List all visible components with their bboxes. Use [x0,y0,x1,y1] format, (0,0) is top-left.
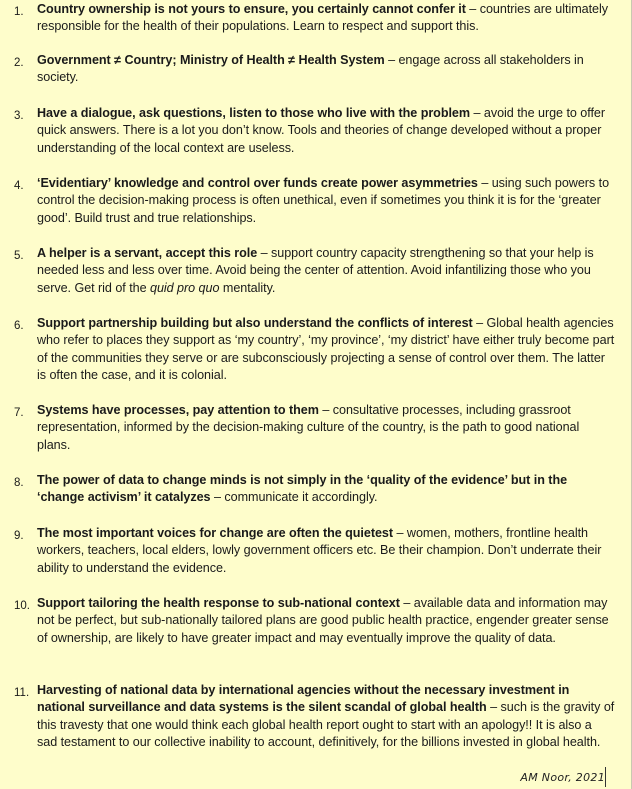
item-text [37,1,615,36]
item-body: – using such powers to control the decision-making process is often unethical, even if sometimes you think it is for the ‘greater good’. Build trust and true relationships. [37,176,610,225]
item-text [37,472,615,507]
item-heading: Country ownership is not yours to ensure, you certainly cannot confer it [37,2,466,16]
item-heading: The most important voices for change are often the quietest [37,526,394,540]
author-signature: AM Noor, 2021 [520,771,605,784]
text-cursor [605,767,606,787]
item-number: 4. [14,180,24,192]
item-heading: A helper is a servant, accept this role [37,246,258,260]
item-text [37,315,615,385]
item-text [37,402,615,454]
item-heading: Systems have processes, pay attention to them [37,403,319,417]
item-body-end: mentality. [219,280,276,295]
item-heading: Harvesting of national data by international agencies without the necessary investment in national surveillance and data systems is the silent scandal of global health [37,683,570,715]
item-heading: Government ≠ Country; Ministry of Health ≠ Health System [37,53,385,67]
item-heading: Have a dialogue, ask questions, listen to those who live with the problem [37,106,471,120]
item-text [37,105,615,157]
item-text [37,682,615,752]
item-number: 10. [14,600,30,612]
item-body: – consultative processes, including grassroot representation, informed by the decision-making culture of the country, is the path to good national plans. [37,403,580,452]
item-number: 5. [14,250,24,262]
item-heading: Support partnership building but also understand the conflicts of interest [37,316,473,330]
item-heading: ‘Evidentiary’ knowledge and control over funds create power asymmetries [37,176,478,190]
item-body: – women, mothers, frontline health workers, teachers, local elders, lowly government officers etc. Be their champion. Don’t underrate their ability to understand the evidence. [37,526,602,575]
item-number: 7. [14,407,24,419]
item-number: 9. [14,530,24,542]
item-text [37,245,615,297]
item-number: 11. [14,687,30,699]
item-italic: quid pro quo [150,280,220,295]
item-body: – available data and information may not be perfect, but sub-nationally tailored plans are good public health practice, engender greater sense of ownership, are likely to have greater impact and may eventually improve the quality of data. [37,596,609,645]
item-heading: The power of data to change minds is not simply in the ‘quality of the evidence’ but in the ‘change activism’ it catalyzes [37,473,568,505]
item-number: 2. [14,57,24,69]
item-body: – such is the gravity of this travesty that one would think each global health report ought to start with an apology!! It is also a sad testament to our collective inability to account, definitively, for the billions invested in global health. [37,700,615,750]
item-body: – communicate it accordingly. [210,490,378,505]
item-text [37,595,615,647]
item-body: – support country capacity strengthening so that your help is needed less and less over time. Avoid being the center of attention. Avoid infantilizing those who you serve. Get rid of the [37,246,594,295]
item-heading: Support tailoring the health response to sub-national context [37,596,400,610]
item-body: – engage across all stakeholders in society. [37,53,584,85]
item-body: – countries are ultimately responsible for the health of their populations. Learn to respect and support this. [37,2,609,34]
item-body: – avoid the urge to offer quick answers. There is a lot you don’t know. Tools and theories of change developed without a proper understanding of the local context are useless. [37,106,606,155]
item-number: 8. [14,477,24,489]
item-body: – Global health agencies who refer to places they support as ‘my country’, ‘my province’, ‘my district’ have either truly become part of the communities they serve or are subconsciously projecting a sense of control over them. The latter is often the case, and it is colonial. [37,316,615,383]
item-text [37,175,615,227]
item-number: 1. [14,6,24,18]
item-number: 6. [14,320,24,332]
item-text [37,52,615,87]
item-number: 3. [14,110,24,122]
item-text [37,525,615,577]
